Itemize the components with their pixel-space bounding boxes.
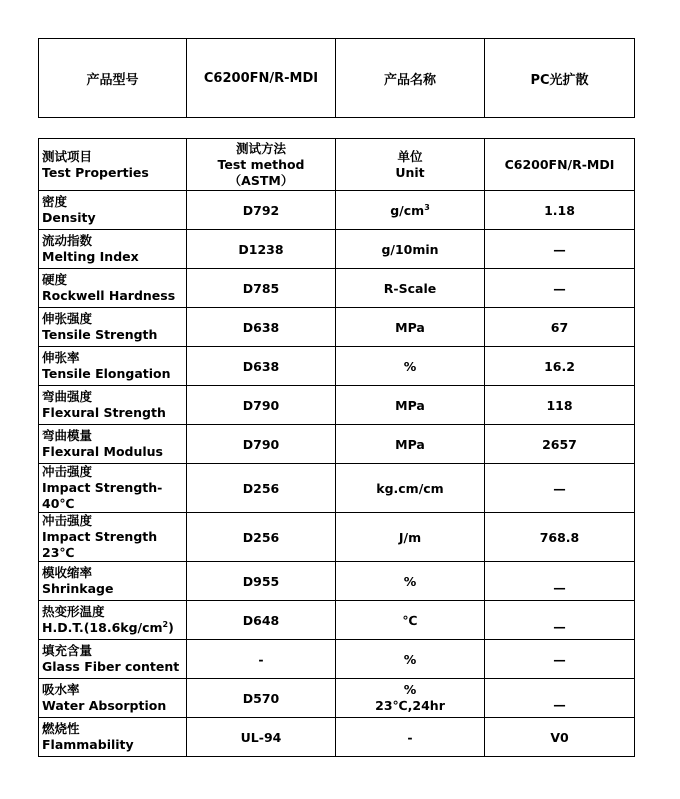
property-name-en-line [42,249,186,265]
property-cell [39,308,187,347]
method-cell: D790 [187,425,336,464]
unit-text: % [403,651,417,667]
value-text: 768.8 [539,529,580,545]
property-name-en-line [42,737,186,753]
unit-cell [336,191,485,230]
unit-text: MPa [395,319,425,335]
property-name-en: Flammability [42,737,134,752]
table-row [39,513,635,562]
name-value: PC光扩散 [485,39,635,118]
property-name-en: Tensile Strength [42,327,158,342]
col-header-method-zh: 测试方法 [235,140,286,156]
model-label: 产品型号 [39,39,187,118]
property-name-en-line [42,529,186,561]
property-name-en: Density [42,210,96,225]
property-name-zh: 伸张率 [42,350,80,365]
value-cell [485,347,635,386]
property-cell [39,562,187,601]
property-name-zh: 燃烧性 [42,721,80,736]
unit-cell [336,230,485,269]
properties-header-row [39,139,635,191]
table-row [39,191,635,230]
unit-text: g/10min [381,241,439,257]
property-cell [39,425,187,464]
product-header-row [39,39,635,118]
value-cell [485,718,635,757]
value-text: 16.2 [544,358,575,374]
value-text: — [553,241,566,257]
property-cell [39,191,187,230]
property-name-en: Impact Strength 23℃ [42,529,158,560]
value-text: — [553,618,566,634]
col-header-unit-en: Unit [395,164,425,180]
col-header-unit [336,139,485,191]
unit-cell [336,464,485,513]
unit-text: g/cm [390,202,425,218]
property-name-en: Melting Index [42,249,139,264]
method-cell: D790 [187,386,336,425]
property-cell [39,464,187,513]
table-row [39,640,635,679]
property-name-en: Water Absorption [42,698,167,713]
method-cell: - [187,640,336,679]
property-name-en-line [42,327,186,343]
value-text: 118 [546,397,573,413]
property-name-en-line [42,659,186,675]
property-name-en: H.D.T.(18.6kg/cm [42,620,163,635]
unit-text: - [407,729,413,745]
table-row [39,269,635,308]
value-cell [485,191,635,230]
unit-cell [336,513,485,562]
property-name-zh: 冲击强度 [42,513,93,528]
value-text: 2657 [542,436,577,452]
method-cell: D570 [187,679,336,718]
unit-cell [336,347,485,386]
unit-cell [336,679,485,718]
col-header-unit-zh: 单位 [397,148,423,164]
property-name-zh: 硬度 [42,272,68,287]
property-name-zh: 弯曲强度 [42,389,93,404]
property-name-en-line [42,405,186,421]
unit-text: kg.cm/cm [376,480,444,496]
property-cell [39,513,187,562]
product-header-table [38,38,635,118]
table-row [39,562,635,601]
properties-table [38,138,635,757]
property-name-zh: 冲击强度 [42,464,93,479]
value-text: — [553,480,566,496]
method-cell: D955 [187,562,336,601]
table-row [39,464,635,513]
property-cell [39,230,187,269]
unit-condition: 23℃,24hr [375,698,445,713]
table-row [39,347,635,386]
unit-text: J/m [398,529,422,545]
col-header-property-zh: 测试项目 [42,148,93,164]
unit-text: % [403,358,417,374]
property-name-en-sup: 2 [162,619,169,629]
property-cell [39,640,187,679]
col-header-grade: C6200FN/R-MDI [485,139,635,191]
property-name-en: Shrinkage [42,581,114,596]
col-header-method-en: Test method [217,156,305,172]
table-row [39,601,635,640]
value-cell [485,425,635,464]
value-cell [485,601,635,640]
unit-cell [336,308,485,347]
value-text: — [553,280,566,296]
method-cell: D648 [187,601,336,640]
value-text: 1.18 [544,202,575,218]
value-cell [485,513,635,562]
value-cell [485,308,635,347]
property-name-en-line [42,288,186,304]
col-header-property [39,139,187,191]
col-header-property-en: Test Properties [42,164,149,180]
table-row [39,718,635,757]
value-cell [485,562,635,601]
unit-text: ℃ [402,612,418,628]
table-row [39,308,635,347]
unit-text: R-Scale [383,280,437,296]
method-cell: D638 [187,308,336,347]
property-name-en: Rockwell Hardness [42,288,176,303]
model-value: C6200FN/R-MDI [187,39,336,118]
value-cell [485,269,635,308]
property-name-zh: 吸水率 [42,682,80,697]
property-name-en: Flexural Strength [42,405,166,420]
unit-text: % [403,682,417,697]
value-cell [485,230,635,269]
property-cell [39,718,187,757]
unit-cell [336,562,485,601]
property-name-en-tail: ) [168,620,174,635]
method-cell: UL-94 [187,718,336,757]
property-name-en-line [42,620,186,636]
col-header-method-std: （ASTM） [228,172,294,188]
property-name-en: Tensile Elongation [42,366,171,381]
value-cell [485,386,635,425]
unit-cell [336,425,485,464]
unit-sup: 3 [424,202,430,212]
property-name-en-line [42,698,186,714]
unit-text: % [403,573,417,589]
unit-text: MPa [395,397,425,413]
property-cell [39,601,187,640]
value-cell [485,640,635,679]
property-name-en: Flexural Modulus [42,444,163,459]
unit-cell [336,640,485,679]
property-name-en: Glass Fiber content [42,659,180,674]
method-cell: D256 [187,513,336,562]
method-cell: D638 [187,347,336,386]
property-cell [39,269,187,308]
property-name-zh: 密度 [42,194,68,209]
value-cell [485,679,635,718]
value-text: — [553,579,566,595]
property-name-zh: 弯曲模量 [42,428,93,443]
unit-cell [336,269,485,308]
unit-cell [336,601,485,640]
method-cell: D1238 [187,230,336,269]
property-cell [39,386,187,425]
value-text: V0 [550,729,569,745]
unit-text: MPa [395,436,425,452]
property-name-zh: 流动指数 [42,233,93,248]
table-row [39,679,635,718]
value-text: 67 [550,319,569,335]
property-name-en: Impact Strength-40℃ [42,480,163,511]
table-row [39,425,635,464]
method-cell: D785 [187,269,336,308]
property-name-en-line [42,366,186,382]
property-name-zh: 填充含量 [42,643,93,658]
method-cell: D256 [187,464,336,513]
property-name-zh: 热变形温度 [42,604,105,619]
property-cell [39,679,187,718]
value-text: — [553,651,566,667]
property-name-en-line [42,480,186,512]
property-name-en-line [42,444,186,460]
value-text: — [553,696,566,712]
col-header-method [187,139,336,191]
property-name-en-line [42,581,186,597]
property-name-zh: 伸张强度 [42,311,93,326]
unit-cell [336,718,485,757]
unit-cell [336,386,485,425]
table-row [39,230,635,269]
property-cell [39,347,187,386]
value-cell [485,464,635,513]
property-name-zh: 模收缩率 [42,565,93,580]
name-label: 产品名称 [336,39,485,118]
property-name-en-line [42,210,186,226]
method-cell: D792 [187,191,336,230]
table-row [39,386,635,425]
